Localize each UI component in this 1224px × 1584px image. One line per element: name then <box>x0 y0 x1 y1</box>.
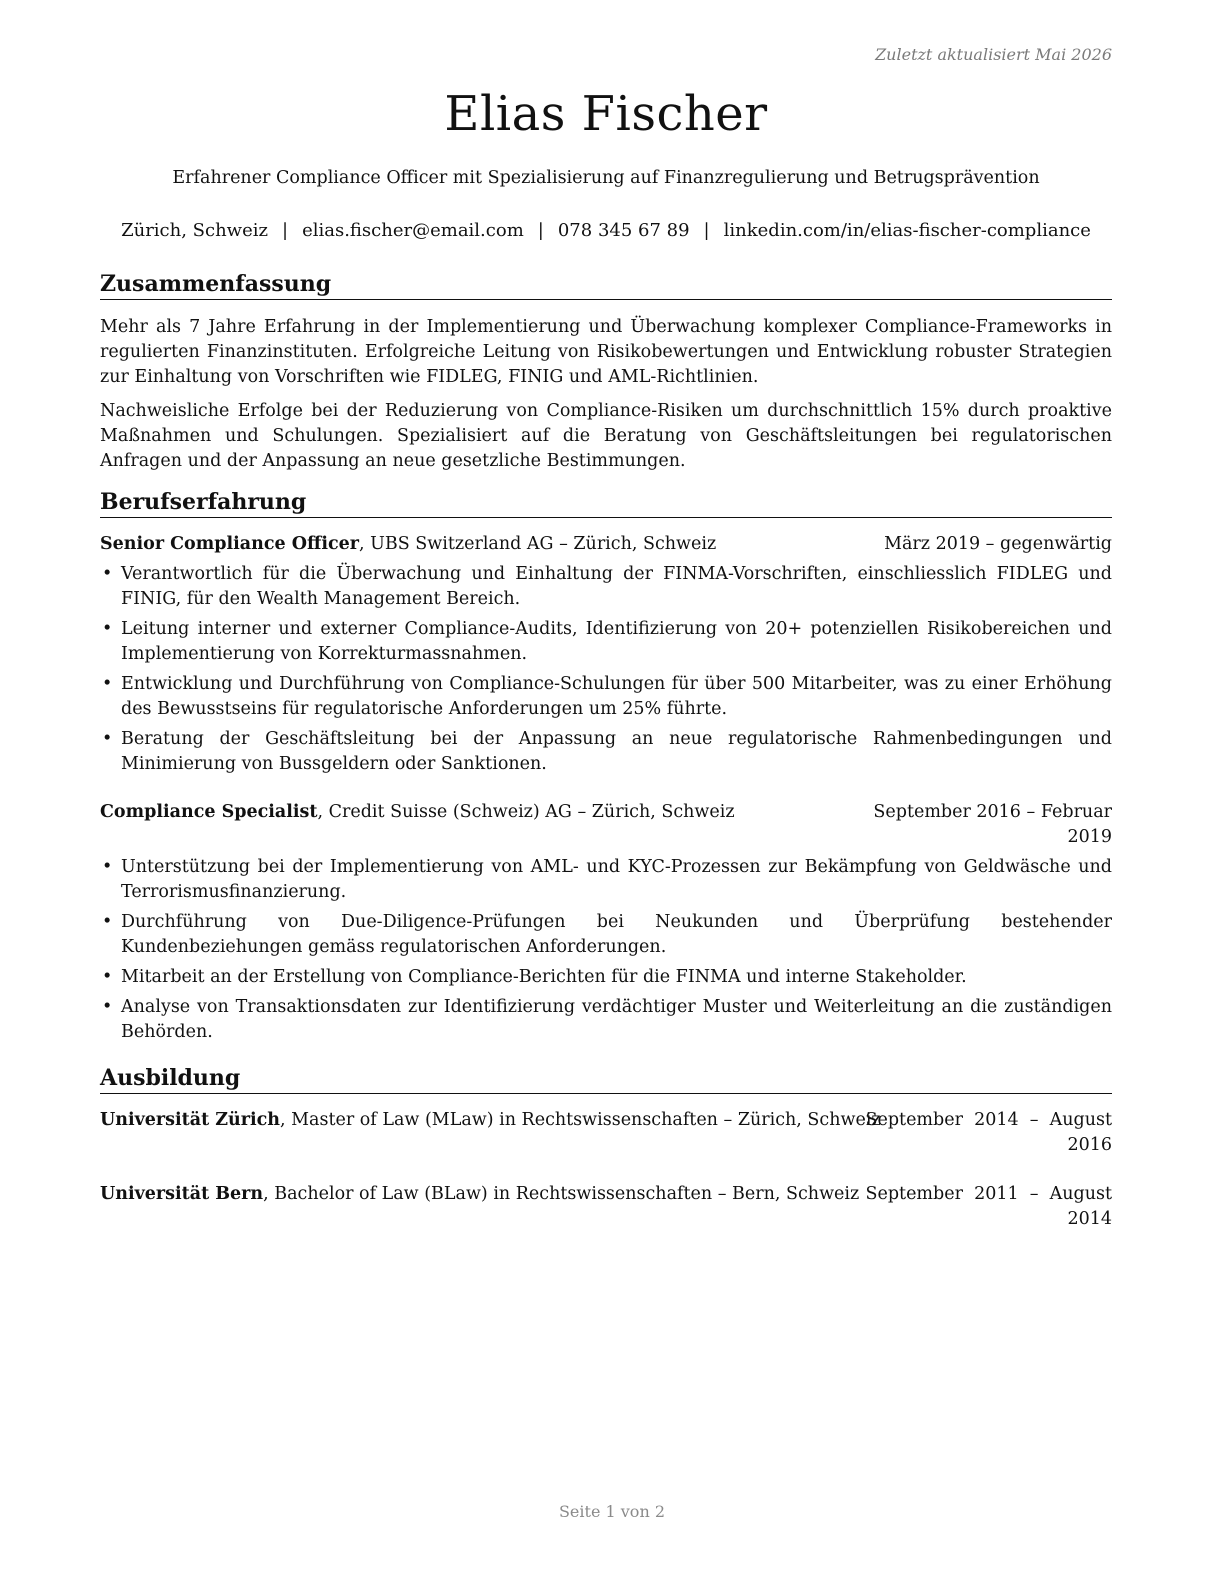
contact-separator: | <box>537 220 544 241</box>
education-dates-line: 2016 <box>1067 1135 1112 1155</box>
bullet-icon: • <box>102 967 113 987</box>
job-title: Compliance Specialist <box>100 802 318 822</box>
bullet-icon: • <box>102 912 113 932</box>
list-item <box>100 910 1112 960</box>
job-dates: März 2019 – gegenwärtig <box>884 534 1112 554</box>
education-line <box>100 1182 859 1207</box>
job-title-line <box>100 532 716 557</box>
bullet-icon: • <box>102 564 113 584</box>
job-organization: , UBS Switzerland AG – Zürich, Schweiz <box>359 534 717 554</box>
list-item-text: Verantwortlich für die Überwachung und Einhaltung der FINMA-Vorschriften, einschliesslich FIDLEG und FINIG, für den Wealth Management Bereich. <box>121 564 1112 609</box>
bullet-icon: • <box>102 857 113 877</box>
contact-phone: 078 345 67 89 <box>557 220 690 241</box>
list-item-text: Beratung der Geschäftsleitung bei der Anpassung an neue regulatorische Rahmenbedingungen und Minimierung von Bussgeldern oder Sanktionen. <box>121 729 1112 774</box>
summary-paragraph: Nachweisliche Erfolge bei der Reduzierung von Compliance-Risiken um durchschnittlich 15% durch proaktive Maßnahmen und Schulungen. Spezialisiert auf die Beratung von Geschäftsleitungen bei regulatorischen Anfragen und der Anpassung an neue gesetzliche Bestimmungen. <box>100 401 1112 471</box>
list-item-text: Durchführung von Due-Diligence-Prüfungen bei Neukunden und Überprüfung bestehender Kundenbeziehungen gemäss regulatorischen Anforderungen. <box>121 912 1112 957</box>
list-item-text: Leitung interner und externer Compliance-Audits, Identifizierung von 20+ potenziellen Risikobereichen und Implementierung von Korrekturmassnahmen. <box>121 619 1112 664</box>
list-item <box>100 995 1112 1045</box>
job-dates-line: September 2016 – Februar <box>873 802 1112 822</box>
summary-paragraph: Mehr als 7 Jahre Erfahrung in der Implementierung und Überwachung komplexer Compliance-Frameworks in regulierten Finanzinstituten. Erfolgreiche Leitung von Risikobewertungen und Entwicklung robuster Strategien zur Einhaltung von Vorschriften wie FIDLEG, FINIG und AML-Richtlinien. <box>100 317 1112 387</box>
contact-location: Zürich, Schweiz <box>121 220 268 241</box>
candidate-name: Elias Fischer <box>444 86 768 142</box>
bullet-icon: • <box>102 729 113 749</box>
education-degree: , Master of Law (MLaw) in Rechtswissenschaften – Zürich, Schweiz <box>280 1110 881 1130</box>
list-item-text: Analyse von Transaktionsdaten zur Identifizierung verdächtiger Muster und Weiterleitung an die zuständigen Behörden. <box>121 997 1112 1042</box>
education-dates-line: 2014 <box>1067 1209 1112 1229</box>
education-degree: , Bachelor of Law (BLaw) in Rechtswissenschaften – Bern, Schweiz <box>263 1184 860 1204</box>
section-heading-experience: Berufserfahrung <box>100 489 1112 518</box>
list-item <box>100 727 1112 777</box>
list-item <box>100 672 1112 722</box>
bullet-icon: • <box>102 997 113 1017</box>
job-bullet-list <box>100 562 1112 782</box>
education-dates-line: September 2011 – August <box>865 1184 1112 1204</box>
job-bullet-list <box>100 855 1112 1050</box>
list-item-text: Unterstützung bei der Implementierung von AML- und KYC-Prozessen zur Bekämpfung von Geldwäsche und Terrorismusfinanzierung. <box>121 857 1112 902</box>
last-updated-note: Zuletzt aktualisiert Mai 2026 <box>875 45 1112 64</box>
list-item-text: Mitarbeit an der Erstellung von Compliance-Berichten für die FINMA und interne Stakeholder. <box>121 967 967 987</box>
education-entry <box>100 1182 1112 1232</box>
job-organization: , Credit Suisse (Schweiz) AG – Zürich, Schweiz <box>317 802 735 822</box>
bullet-icon: • <box>102 619 113 639</box>
education-dates <box>865 1182 1112 1232</box>
list-item <box>100 617 1112 667</box>
contact-separator: | <box>703 220 710 241</box>
education-entry <box>100 1108 1112 1158</box>
education-school: Universität Zürich <box>100 1110 280 1130</box>
list-item-text: Entwicklung und Durchführung von Compliance-Schulungen für über 500 Mitarbeiter, was zu einer Erhöhung des Bewusstseins für regulatorische Anforderungen um 25% führte. <box>121 674 1112 719</box>
tagline: Erfahrener Compliance Officer mit Spezialisierung auf Finanzregulierung und Betrugsprävention <box>172 168 1040 188</box>
education-school: Universität Bern <box>100 1184 264 1204</box>
list-item <box>100 855 1112 905</box>
list-item <box>100 965 1112 990</box>
job-title: Senior Compliance Officer <box>100 534 359 554</box>
section-heading-education: Ausbildung <box>100 1065 1112 1094</box>
section-heading-summary: Zusammenfassung <box>100 271 1112 300</box>
job-dates-line: 2019 <box>1067 827 1112 847</box>
list-item <box>100 562 1112 612</box>
contact-linkedin[interactable]: linkedin.com/in/elias-fischer-compliance <box>723 220 1091 241</box>
bullet-icon: • <box>102 674 113 694</box>
education-dates <box>865 1108 1112 1158</box>
job-dates <box>873 800 1112 850</box>
job-header <box>100 532 1112 557</box>
contact-email[interactable]: elias.fischer@email.com <box>302 220 524 241</box>
contact-separator: | <box>281 220 289 241</box>
education-line <box>100 1108 881 1133</box>
education-dates-line: September 2014 – August <box>865 1110 1112 1130</box>
job-header <box>100 800 1112 850</box>
contact-line <box>100 220 1112 241</box>
job-title-line <box>100 800 735 825</box>
page-number-footer: Seite 1 von 2 <box>558 1502 666 1521</box>
